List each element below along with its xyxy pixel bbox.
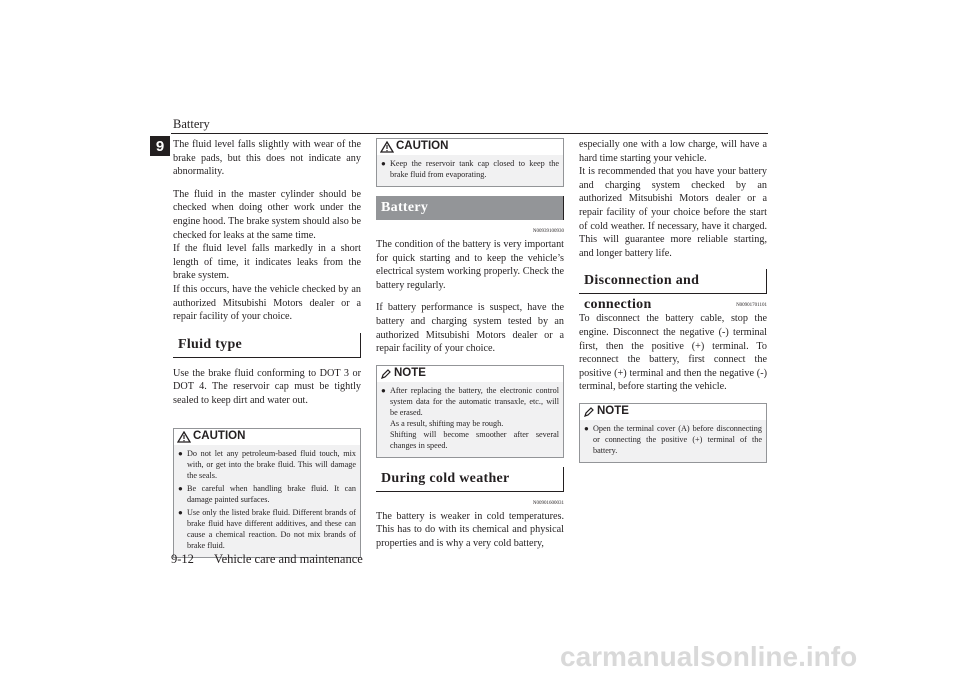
caution-label: CAUTION (396, 140, 449, 153)
caution-header (174, 429, 360, 445)
note-header (377, 366, 563, 382)
paragraph: especially one with a low charge, will have a hard time starting your vehicle. (579, 139, 767, 164)
section-heading-disconnection: Disconnection and connection (579, 269, 767, 294)
caution-header (377, 139, 563, 155)
bullet-icon: ● (584, 423, 589, 433)
paragraph: If battery performance is suspect, have the battery and charging system tested by an authorized Mitsubishi Motors dealer or a repair facility of your choice. (376, 302, 564, 355)
page-header-title: Battery (173, 117, 210, 131)
list-item: ● Keep the reservoir tank cap closed to keep the brake fluid from evaporating. (381, 159, 559, 179)
paragraph: To disconnect the battery cable, stop the engine. Disconnect the negative (-) terminal first, then the positive (+) terminal. To reconnect the battery, first connect the positive (+) terminal and then the negative (-) terminal, before starting the vehicle. (579, 313, 767, 393)
paragraph: If the fluid level falls markedly in a short length of time, it indicates leaks from the brake system. (173, 243, 361, 282)
list-item: ● Do not let any petroleum-based fluid touch, mix with, or get into the brake fluid. This will damage the seals. (178, 448, 356, 480)
footer-section-name: Vehicle care and maintenance (213, 552, 363, 566)
header-rule (171, 133, 768, 134)
bullet-icon: ● (178, 507, 183, 517)
paragraph: The fluid level falls slightly with wear of the brake pads, but this does not indicate any abnormality. (173, 139, 361, 178)
paragraph: The condition of the battery is very important for quick starting and to keep the vehicle’s electrical system working properly. Check the battery regularly. (376, 239, 564, 291)
pencil-icon (583, 406, 595, 418)
caution-box (173, 428, 361, 558)
bullet-icon: ● (381, 159, 386, 168)
reference-code: N00901701101 (736, 303, 767, 309)
column-1 (173, 138, 361, 567)
pencil-icon (380, 368, 392, 380)
paragraph: If this occurs, have the vehicle checked by an authorized Mitsubishi Motors dealer or a repair facility of your choice. (173, 283, 361, 323)
page-number: 9-12 (171, 552, 194, 566)
chapter-tab: 9 (150, 136, 170, 156)
warning-triangle-icon (380, 141, 394, 153)
paragraph: It is recommended that you have your battery and charging system checked by an authorized Mitsubishi Motors dealer or a repair facility of your choice before the start of cold weather. If necessary, have it charged. This will guarantee more reliable starting, and longer battery life. (579, 166, 767, 259)
column-2 (376, 138, 564, 551)
note-box (376, 365, 564, 458)
paragraph: Use the brake fluid conforming to DOT 3 or DOT 4. The reservoir cap must be tightly sealed to keep dirt and water out. (173, 367, 361, 406)
section-heading-battery: Battery (376, 196, 564, 220)
list-item: ● Use only the listed brake fluid. Different brands of brake fluid have different additives, and these can cause a chemical reaction. Do not mix brands of brake fluid. (178, 507, 356, 550)
caution-label: CAUTION (193, 429, 246, 442)
list-item: ● After replacing the battery, the electronic control system data for the automatic transaxle, etc., will be erased. As a result, shifting may be rough. Shifting will become smoother after several changes in speed. (381, 385, 559, 450)
caution-box (376, 138, 564, 187)
page-footer (171, 552, 363, 567)
bullet-icon: ● (178, 483, 183, 493)
note-label: NOTE (597, 405, 629, 418)
reference-code: N00939100930 (532, 229, 564, 234)
watermark: carmanualsonline.info (560, 641, 858, 672)
bullet-icon: ● (178, 448, 183, 458)
bullet-icon: ● (381, 385, 386, 395)
warning-triangle-icon (177, 431, 191, 443)
note-box (579, 403, 767, 463)
paragraph: The fluid in the master cylinder should be checked when doing other work under the engine hood. The brake system should also be checked for leaks at the same time. (173, 188, 361, 241)
section-heading-cold-weather: During cold weather (376, 467, 564, 492)
paragraph: The battery is weaker in cold temperatures. This has to do with its chemical and physical properties and is why a very cold battery, (376, 510, 564, 549)
note-label: NOTE (394, 366, 426, 379)
note-header (580, 404, 766, 420)
reference-code: N00901600031 (532, 500, 564, 506)
list-item: ● Be careful when handling brake fluid. It can damage painted surfaces. (178, 483, 356, 504)
list-item: ● Open the terminal cover (A) before disconnecting or connecting the positive (+) terminal of the battery. (584, 423, 762, 455)
column-3 (579, 138, 767, 472)
section-heading-fluid-type: Fluid type (173, 333, 361, 358)
